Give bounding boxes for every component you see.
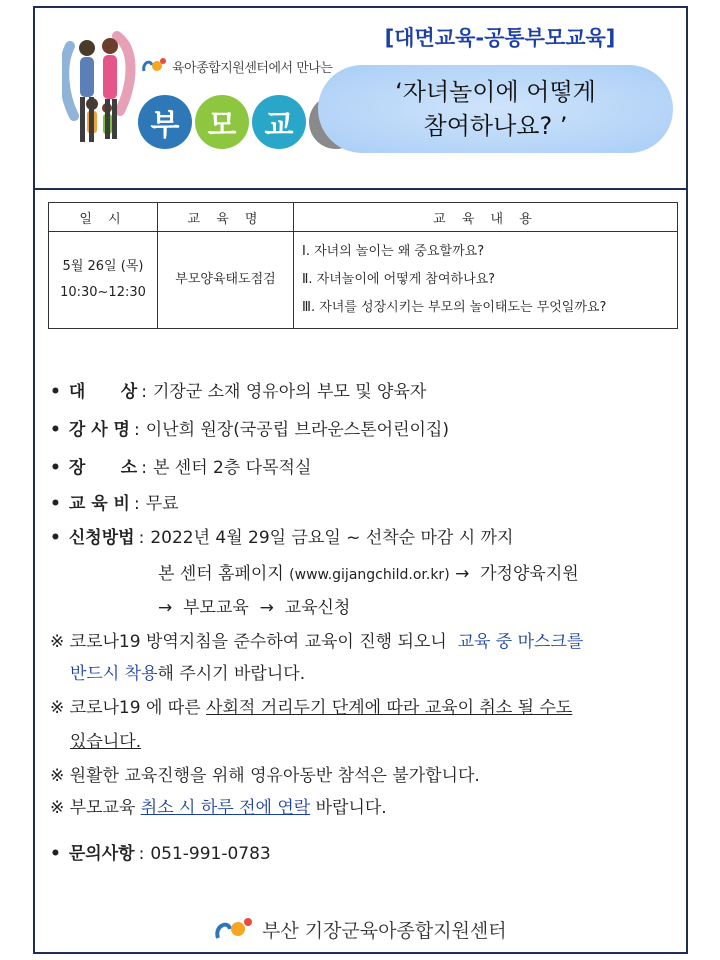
info-value: 무료 [145,494,179,514]
note-highlight: 취소 시 하루 전에 연락 [140,798,311,818]
apply-path-text: 본 센터 홈페이지 [158,564,284,584]
info-fee: • 교 육 비 : 무료 [50,489,179,514]
schedule-table [48,202,678,329]
info-value: 기장군 소재 영유아의 부모 및 양육자 [152,382,427,402]
logo-circle-1: 부 [138,95,192,149]
apply-path-text: 부모교육 [183,598,249,618]
page-title: ‘자녀놀이에 어떻게 참여하나요? ’ [395,78,596,140]
info-key: 대 상 [68,382,138,402]
title-bubble [318,65,673,153]
note-mark: ※ [50,766,65,786]
note-text: 해 주시기 바랍니다. [157,664,306,684]
content-cell [294,232,678,329]
note-4 [50,793,387,818]
note-underlined: 사회적 거리두기 단계에 따라 교육이 취소 될 수도 [206,698,573,718]
arrow-icon: → [158,598,173,618]
content-item: Ⅲ. 자녀를 성장시키는 부모의 놀이태도는 무엇일까요? [302,300,607,315]
family-illustration [62,26,142,156]
info-contact: • 문의사항 : 051-991-0783 [50,839,271,864]
course-cell: 부모양육태도점검 [158,232,294,329]
contact-phone[interactable]: 051-991-0783 [150,844,271,864]
arrow-icon: → [259,598,274,618]
header-content: 교 육 내 용 [294,203,678,232]
date-text: 5월 26일 (목) [62,259,144,274]
note-highlight: 교육 중 마스크를 [457,632,584,652]
header-course: 교 육 명 [158,203,294,232]
apply-path-line-2 [158,559,579,584]
info-value: 2022년 4월 29일 금요일 ~ 선착순 마감 시 까지 [150,528,514,548]
note-mark: ※ [50,698,65,718]
note-text: 부모교육 [69,798,136,818]
center-logo-icon [140,55,168,77]
note-1-cont [70,659,305,684]
center-subtitle [140,55,332,77]
education-type: [대면교육-공통부모교육] [384,26,616,50]
header-date: 일 시 [49,203,158,232]
footer-logo-icon [212,914,256,944]
note-text: 코로나19 에 따른 [69,698,201,718]
note-text: 바랍니다. [315,798,387,818]
note-3 [50,761,480,786]
date-cell [49,232,158,329]
info-place: • 장 소 : 본 센터 2층 다목적실 [50,453,311,478]
content-item: Ⅰ. 자녀의 놀이는 왜 중요할까요? [302,244,485,259]
apply-path-text: 교육신청 [284,598,351,618]
info-apply: • 신청방법 : 2022년 4월 29일 금요일 ~ 선착순 마감 시 까지 [50,523,513,548]
table-row [49,232,678,329]
note-1 [50,627,583,652]
logo-circle-2: 모 [195,95,249,149]
header-divider [33,188,688,190]
note-2 [50,693,572,718]
note-text: 원활한 교육진행을 위해 영유아동반 참석은 불가합니다. [69,766,480,786]
info-target: • 대 상 : 기장군 소재 영유아의 부모 및 양육자 [50,377,426,402]
info-key: 장 소 [68,458,138,478]
note-underlined: 있습니다. [70,732,142,752]
info-key: 신청방법 [68,528,135,548]
note-text: 코로나19 방역지침을 준수하여 교육이 진행 되오니 [69,632,447,652]
apply-path-line-3 [158,593,350,618]
note-mark: ※ [50,632,65,652]
info-key: 문의사항 [68,844,135,864]
time-text: 10:30~12:30 [60,285,146,300]
homepage-link[interactable]: (www.gijangchild.or.kr) [289,567,450,583]
note-mark: ※ [50,798,65,818]
note-highlight: 반드시 착용 [70,664,158,684]
info-key: 강 사 명 [68,420,130,440]
info-value: 이난희 원장(국공립 브라운스톤어린이집) [145,420,449,440]
logo-circle-3: 교 [252,95,306,149]
arrow-icon: → [455,564,470,584]
table-header-row [49,203,678,232]
center-subtitle-text: 육아종합지원센터에서 만나는 [172,60,333,76]
footer-org-name: 부산 기장군육아종합지원센터 [262,919,507,942]
content-item: Ⅱ. 자녀놀이에 어떻게 참여하나요? [302,272,496,287]
info-lecturer: • 강 사 명 : 이난희 원장(국공립 브라운스톤어린이집) [50,415,449,440]
footer-org [212,914,507,944]
info-value: 본 센터 2층 다목적실 [152,458,312,478]
note-2-cont [70,727,141,752]
info-key: 교 육 비 [68,494,130,514]
apply-path-text: 가정양육지원 [480,564,579,584]
